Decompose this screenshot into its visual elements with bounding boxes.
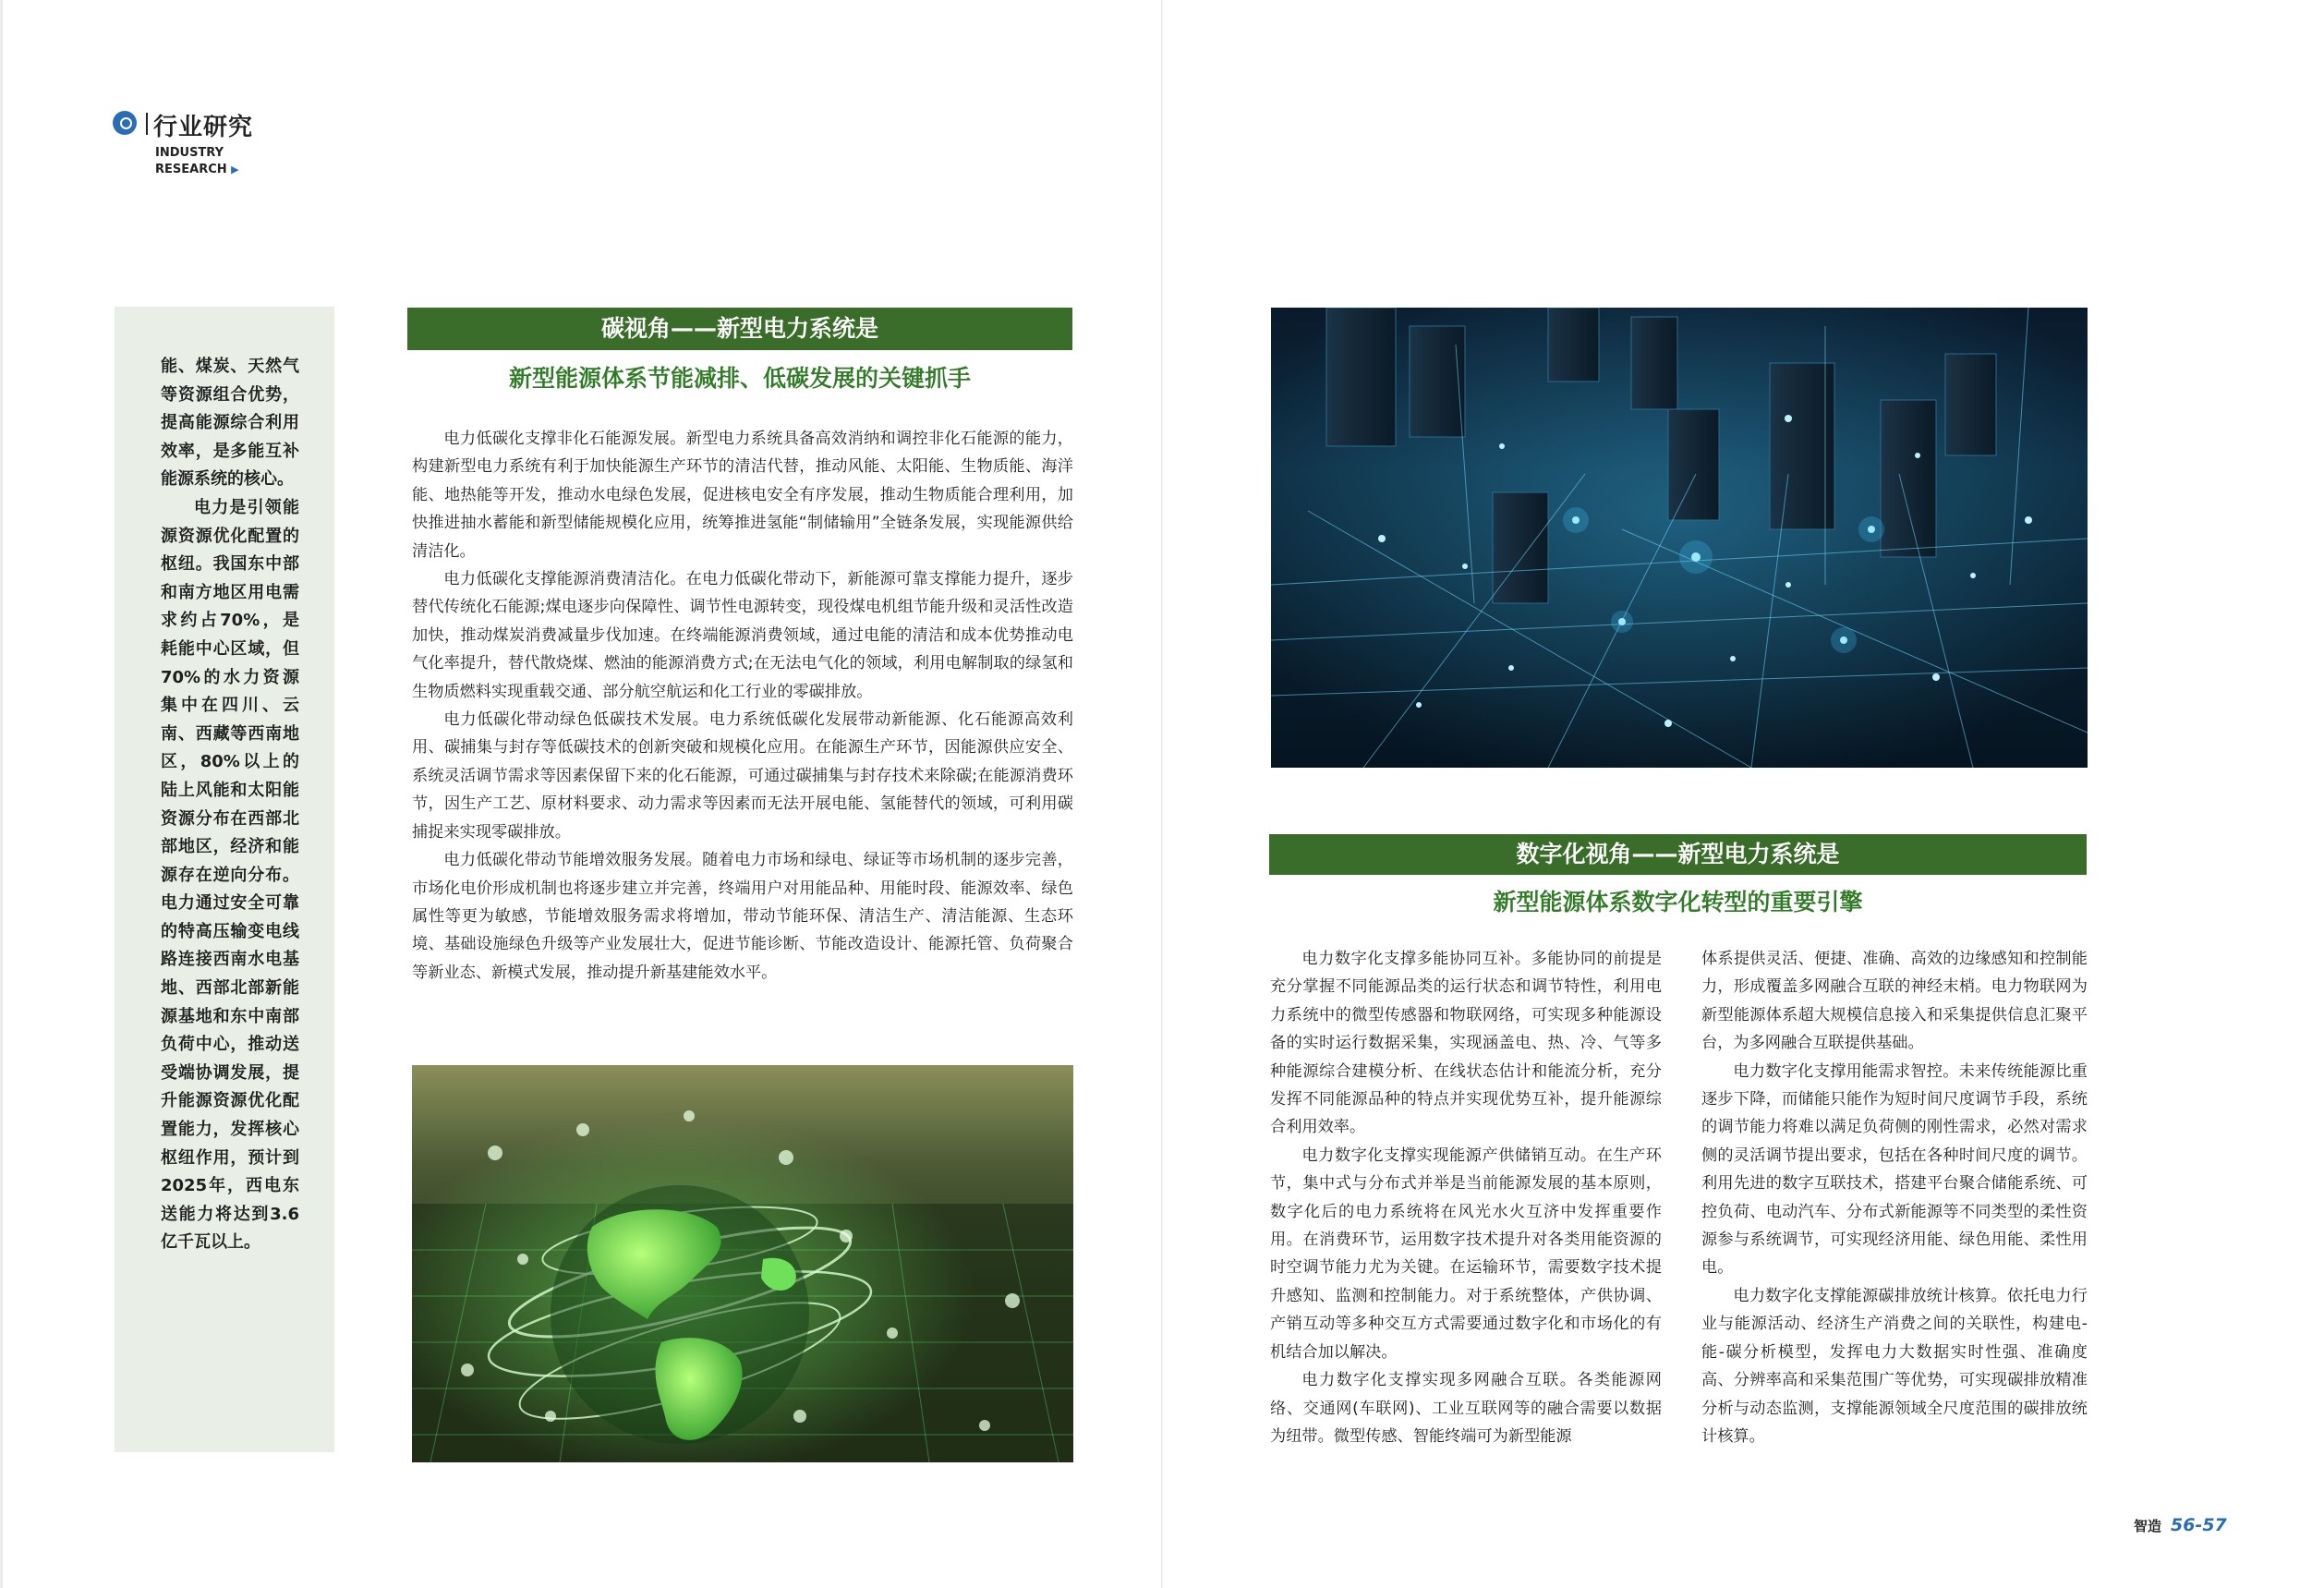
body-paragraph: 电力数字化支撑实现能源产供储销互动。在生产环节，集中式与分布式并举是当前能源发展的基本原则，数字化后的电力系统将在风光水火互济中发挥重要作用。在消费环节，运用数字技术提升对各类用能资源的时空调节能力尤为关键。在运输环节，需要数字技术提升感知、监测和控制能力。对于系统整体，产供协调、产销互动等多种交互方式需要通过数字化和市场化的有机结合加以解决。 [1270,1146,1662,1362]
section-title: 行业研究 [153,114,254,141]
body-paragraph: 电力低碳化支撑能源消费清洁化。在电力低碳化带动下，新能源可靠支撑能力提升，逐步替代传统化石能源;煤电逐步向保障性、调节性电源转变，现役煤电机组节能升级和灵活性改造加快，推动煤炭消费减量步伐加速。在终端能源消费领域，通过电能的清洁和成本优势推动电气化率提升，替代散烧煤、燃油的能源消费方式;在无法电气化的领域，利用电解制取的绿氢和生物质燃料实现重载交通、部分航空航运和化工行业的零碳排放。 [412,570,1073,701]
sidebar-text [161,353,299,1257]
digital-section-column-1 [1270,945,1662,1450]
sidebar-paragraph: 电力是引领能源资源优化配置的枢纽。我国东中部和南方地区用电需求约占70%，是耗能中心区域，但70%的水力资源集中在四川、云南、西藏等西南地区，80%以上的陆上风能和太阳能资源分布在西部北部地区，经济和能源存在逆向分布。电力通过安全可靠的特高压输变电线路连接西南水电基地、西部北部新能源基地和东中南部负荷中心，推动送受端协调发展，提升能源资源优化配置能力，发挥核心枢纽作用，预计到2025年，西电东送能力将达到3.6亿千瓦以上。 [161,497,299,1253]
green-earth-image [412,1065,1073,1462]
green-earth-illustration [412,1065,1073,1462]
page-numbers: 56-57 [2171,1515,2227,1535]
triangle-arrow-icon: ▶ [231,164,239,176]
digital-section-title-bar: 数字化视角——新型电力系统是 [1269,834,2087,875]
body-paragraph: 电力低碳化带动节能增效服务发展。随着电力市场和绿电、绿证等市场机制的逐步完善，市场化电价形成机制也将逐步建立并完善，终端用户对用能品种、用能时段、能源效率、绿色属性等更为敏感，节能增效服务需求将增加，带动节能环保、清洁生产、清洁能源、生态环境、基础设施绿色升级等产业发展壮大，促进节能诊断、节能改造设计、能源托管、负荷聚合等新业态、新模式发展，推动提升新基建能效水平。 [412,851,1073,982]
smart-city-image [1271,308,2088,768]
body-paragraph: 体系提供灵活、便捷、准确、高效的边缘感知和控制能力，形成覆盖多网融合互联的神经末梢。电力物联网为新型能源体系超大规模信息接入和采集提供信息汇聚平台，为多网融合互联提供基础。 [1701,950,2088,1053]
page-gutter [1161,0,1163,1588]
sidebar-box [115,307,334,1452]
carbon-section-title-bar: 碳视角——新型电力系统是 [407,308,1072,350]
digital-section-column-2 [1701,945,2088,1450]
sidebar-paragraph: 能、煤炭、天然气等资源组合优势，提高能源综合利用效率，是多能互补能源系统的核心。 [161,357,299,490]
body-paragraph: 电力低碳化带动绿色低碳技术发展。电力系统低碳化发展带动新能源、化石能源高效利用、碳捕集与封存等低碳技术的创新突破和规模化应用。在能源生产环节，因能源供应安全、系统灵活调节需求等因素保留下来的化石能源，可通过碳捕集与封存技术来除碳;在能源消费环节，因生产工艺、原材料要求、动力需求等因素而无法开展电能、氢能替代的领域，可利用碳捕捉来实现零碳排放。 [412,710,1073,842]
section-en-line2: RESEARCH ▶ [155,163,239,176]
digital-section-subtitle: 新型能源体系数字化转型的重要引擎 [1493,889,1863,915]
body-paragraph: 电力数字化支撑实现多网融合互联。各类能源网络、交通网(车联网)、工业互联网等的融合需要以数据为纽带。微型传感、智能终端可为新型能源 [1270,1371,1662,1446]
magazine-logo-icon [113,111,137,135]
body-paragraph: 电力数字化支撑能源碳排放统计核算。依托电力行业与能源活动、经济生产消费之间的关联性，构建电-能-碳分析模型，发挥电力大数据实时性强、准确度高、分辨率高和采集范围广等优势，可实现碳排放精准分析与动态监测，支撑能源领域全尺度范围的碳排放统计核算。 [1701,1286,2088,1446]
carbon-section-body [412,425,1073,987]
section-divider [146,113,148,135]
page-folio [2134,1515,2227,1535]
smart-city-illustration [1271,308,2088,768]
magazine-name: 智造 [2134,1518,2162,1534]
section-title-english [155,145,239,178]
page-left-edge [0,0,3,1588]
body-paragraph: 电力低碳化支撑非化石能源发展。新型电力系统具备高效消纳和调控非化石能源的能力，构建新型电力系统有利于加快能源生产环节的清洁代替，推动风能、太阳能、生物质能、海洋能、地热能等开发，推动水电绿色发展，促进核电安全有序发展，推动生物质能合理利用，加快推进抽水蓄能和新型储能规模化应用，统筹推进氢能“制储输用”全链条发展，实现能源供给清洁化。 [412,430,1073,561]
section-en-line1: INDUSTRY [155,146,224,160]
body-paragraph: 电力数字化支撑多能协同互补。多能协同的前提是充分掌握不同能源品类的运行状态和调节特性，利用电力系统中的微型传感器和物联网络，可实现多种能源设备的实时运行数据采集，实现涵盖电、热、冷、气等多种能源综合建模分析、在线状态估计和能流分析，充分发挥不同能源品种的特点并实现优势互补，提升能源综合利用效率。 [1270,950,1662,1137]
body-paragraph: 电力数字化支撑用能需求智控。未来传统能源比重逐步下降，而储能只能作为短时间尺度调节手段，系统的调节能力将难以满足负荷侧的刚性需求，必然对需求侧的灵活调节提出要求，包括在各种时间尺度的调节。利用先进的数字互联技术，搭建平台聚合储能系统、可控负荷、电动汽车、分布式新能源等不同类型的柔性资源参与系统调节，可实现经济用能、绿色用能、柔性用电。 [1701,1061,2088,1278]
carbon-section-subtitle: 新型能源体系节能减排、低碳发展的关键抓手 [508,365,971,392]
